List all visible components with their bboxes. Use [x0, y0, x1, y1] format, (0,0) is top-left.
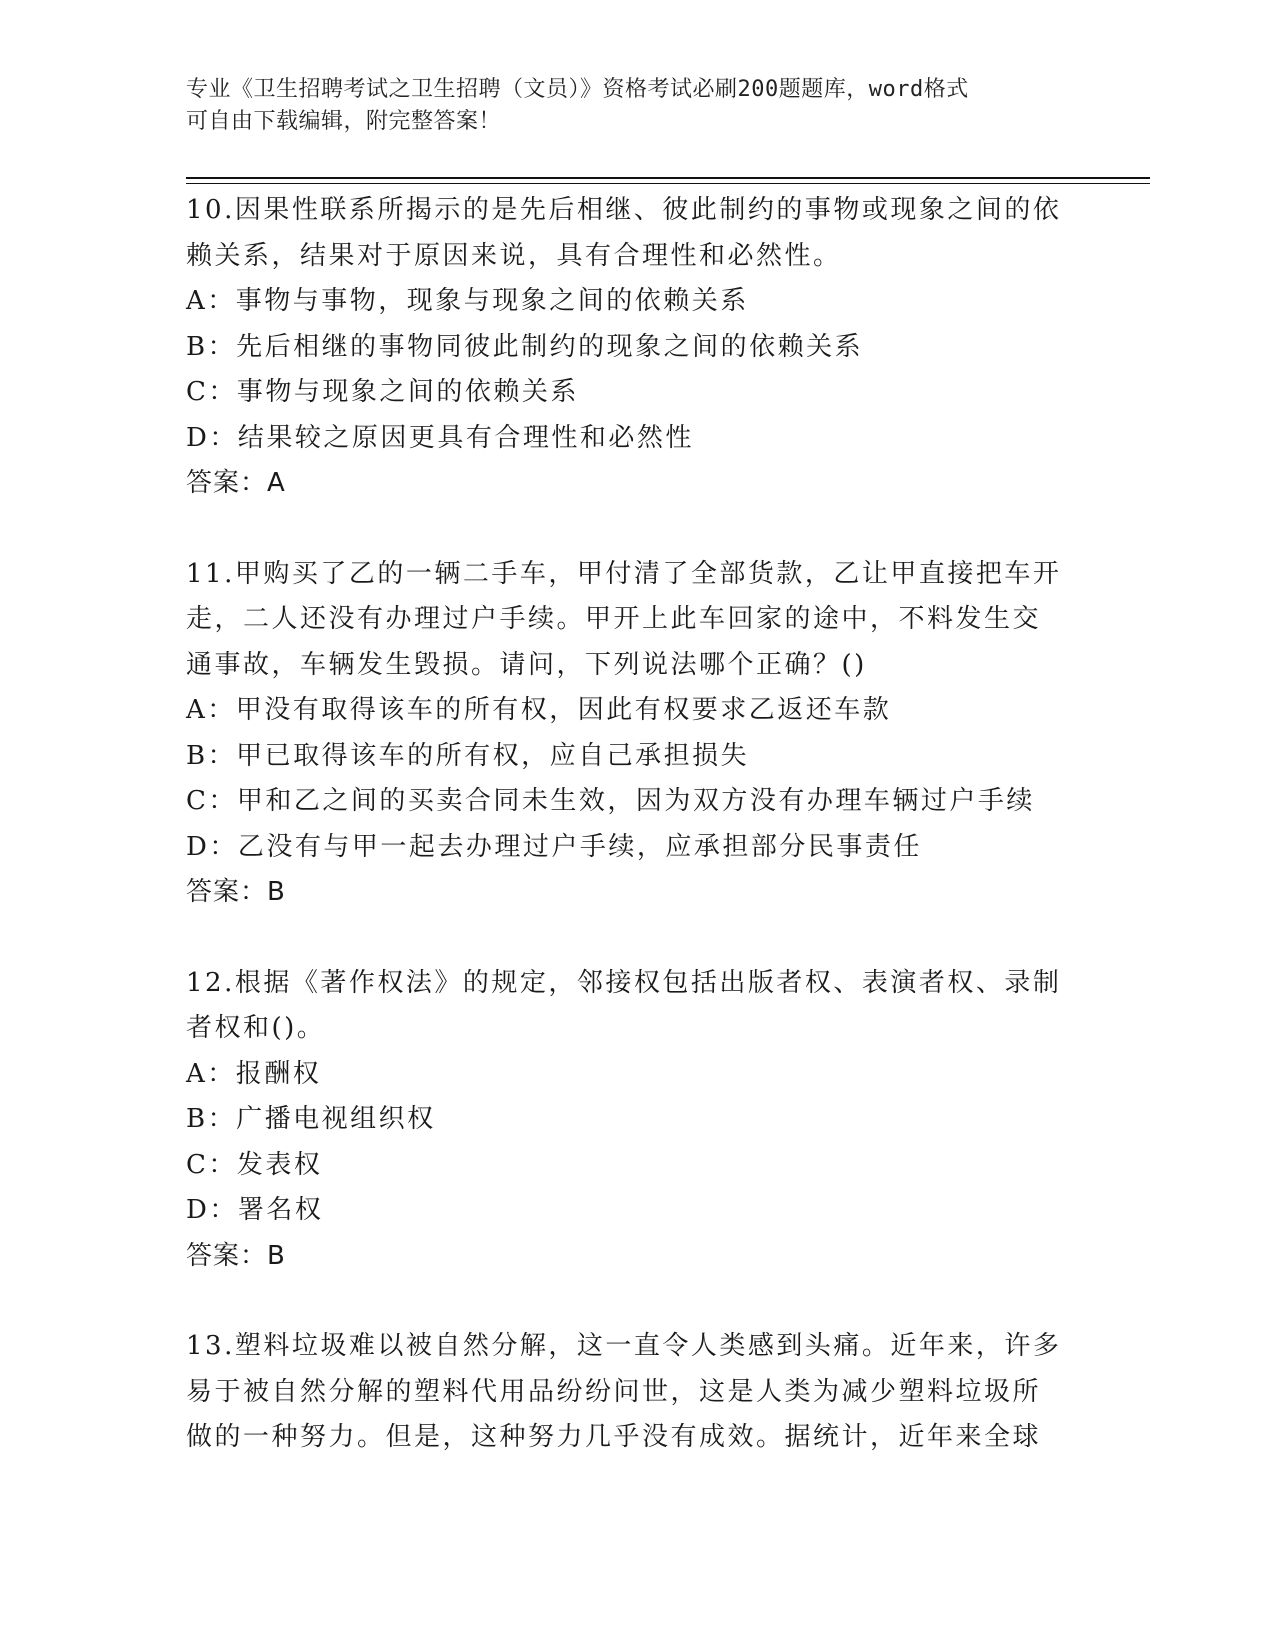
answer-option: D：结果较之原因更具有合理性和必然性 — [186, 422, 694, 453]
question-stem-line: 13.塑料垃圾难以被自然分解，这一直令人类感到头痛。近年来，许多 — [186, 1331, 1062, 1361]
question-block — [186, 188, 1106, 507]
header-line-2: 可自由下载编辑，附完整答案！ — [186, 109, 502, 134]
answer-option: B：广播电视组织权 — [186, 1104, 436, 1134]
question-stem-line: 11.甲购买了乙的一辆二手车，甲付清了全部货款，乙让甲直接把车开 — [186, 558, 1062, 589]
question-stem-line: 赖关系，结果对于原因来说，具有合理性和必然性。 — [186, 240, 842, 271]
answer-option: A：甲没有取得该车的所有权，因此有权要求乙返还车款 — [186, 695, 892, 725]
answer-option: C：发表权 — [186, 1149, 323, 1180]
question-block — [186, 1324, 1106, 1461]
question-block — [186, 552, 1106, 916]
answer-option: A：报酬权 — [186, 1058, 322, 1089]
answer-key: 答案：B — [186, 1240, 286, 1271]
question-stem-line: 12.根据《著作权法》的规定，邻接权包括出版者权、表演者权、录制 — [186, 967, 1062, 998]
question-stem-line: 走，二人还没有办理过户手续。甲开上此车回家的途中，不料发生交 — [186, 604, 1042, 634]
answer-option: D：乙没有与甲一起去办理过户手续，应承担部分民事责任 — [186, 831, 922, 862]
answer-key: 答案：A — [186, 468, 286, 498]
answer-option: D：署名权 — [186, 1195, 324, 1225]
answer-option: A：事物与事物，现象与现象之间的依赖关系 — [186, 286, 749, 316]
document-header — [186, 74, 1086, 138]
question-list — [186, 188, 1106, 1506]
header-line-1: 专业《卫生招聘考试之卫生招聘（文员）》资格考试必刷200题题库，word格式 — [186, 77, 969, 102]
answer-option: B：先后相继的事物同彼此制约的现象之间的依赖关系 — [186, 331, 864, 362]
question-stem-line: 通事故，车辆发生毁损。请问，下列说法哪个正确？() — [186, 649, 867, 680]
question-stem-line: 易于被自然分解的塑料代用品纷纷问世，这是人类为减少塑料垃圾所 — [186, 1376, 1042, 1407]
question-stem-line: 10.因果性联系所揭示的是先后相继、彼此制约的事物或现象之间的依 — [186, 195, 1062, 225]
answer-option: C：甲和乙之间的买卖合同未生效，因为双方没有办理车辆过户手续 — [186, 786, 1035, 816]
answer-option: C：事物与现象之间的依赖关系 — [186, 377, 579, 407]
header-rule-thin — [186, 183, 1150, 184]
question-stem-line: 者权和()。 — [186, 1013, 326, 1043]
question-block — [186, 961, 1106, 1280]
answer-option: B：甲已取得该车的所有权，应自己承担损失 — [186, 740, 750, 771]
header-rule-thick — [186, 177, 1150, 179]
answer-key: 答案：B — [186, 877, 286, 907]
question-stem-line: 做的一种努力。但是，这种努力几乎没有成效。据统计，近年来全球 — [186, 1422, 1042, 1452]
